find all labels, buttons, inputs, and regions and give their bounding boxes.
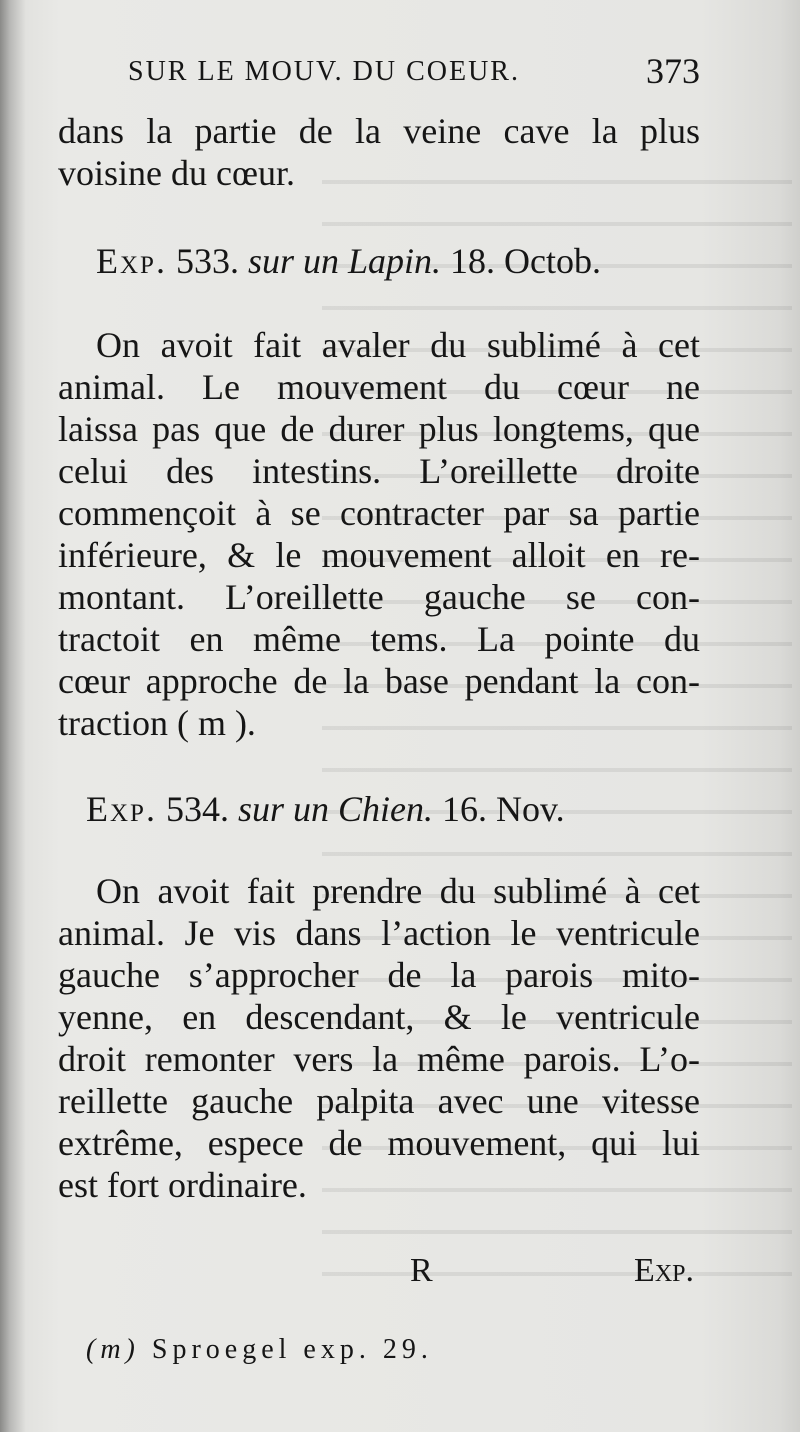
signature-mark: R (410, 1252, 433, 1289)
text-line: est fort ordinaire. (58, 1165, 307, 1205)
experiment-subject: sur un Chien. (237, 789, 433, 829)
text-line: commençoit à se contracter par sa partie (58, 493, 700, 533)
experiment-label: Exp. (86, 789, 157, 829)
text-line: On avoit fait prendre du sublimé à cet (96, 871, 700, 911)
experiment-number: 534. (165, 789, 229, 829)
experiment-heading (86, 788, 686, 830)
running-title: SUR LE MOUV. DU COEUR. (128, 56, 520, 87)
footnote (86, 1334, 433, 1366)
text-line: voisine du cœur. (58, 153, 295, 193)
text-line: traction ( m ). (58, 703, 256, 743)
text-line: tractoit en même tems. La pointe du (58, 619, 700, 659)
experiment-label: Exp. (96, 241, 167, 281)
text-line: celui des intestins. L’oreillette droite (58, 451, 700, 491)
text-line: On avoit fait avaler du sublimé à cet (96, 325, 700, 365)
text-line: extrême, espece de mouvement, qui lui (58, 1123, 700, 1163)
running-head (128, 50, 700, 94)
experiment-subject: sur un Lapin. (247, 241, 441, 281)
catchwords-row (58, 1252, 700, 1296)
footnote-mark: (m) (86, 1334, 140, 1365)
footnote-text: Sproegel exp. 29. (151, 1334, 433, 1365)
experiment-number: 533. (175, 241, 239, 281)
text-line: gauche s’approcher de la parois mito- (58, 955, 700, 995)
text-line: inférieure, & le mouvement alloit en re- (58, 535, 700, 575)
text-line: droit remonter vers la même parois. L’o- (58, 1039, 700, 1079)
text-line: yenne, en descendant, & le ventricule (58, 997, 700, 1037)
page-number: 373 (646, 51, 700, 91)
text-line: montant. L’oreillette gauche se con- (58, 577, 700, 617)
experiment-date: 16. Nov. (441, 789, 565, 829)
experiment-heading (96, 240, 696, 282)
text-line: animal. Je vis dans l’action le ventricule (58, 913, 700, 953)
catchword: Exp. (634, 1252, 694, 1289)
text-line: animal. Le mouvement du cœur ne (58, 367, 700, 407)
text-line: dans la partie de la veine cave la plus (58, 111, 700, 151)
text-line: reillette gauche palpita avec une vitesse (58, 1081, 700, 1121)
text-line: cœur approche de la base pendant la con- (58, 661, 700, 701)
experiment-date: 18. Octob. (450, 241, 601, 281)
text-line: laissa pas que de durer plus longtems, que (58, 409, 700, 449)
